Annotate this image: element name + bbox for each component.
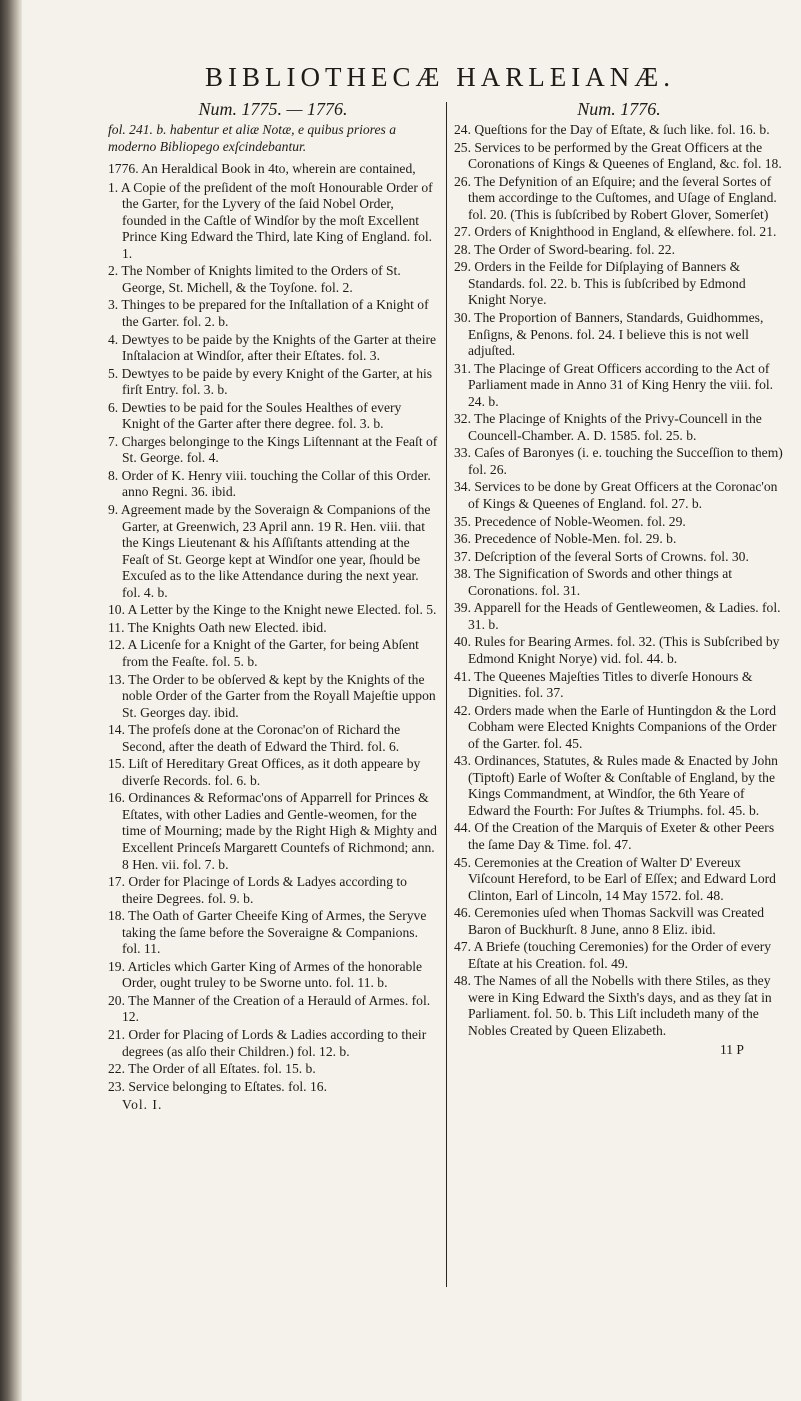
catalogue-entry: 12. A Licenſe for a Knight of the Garter, for being Abſent from the Feaſte. fol. 5. b. [108,637,419,669]
catalogue-entry: 43. Ordinances, Statutes, & Rules made & Enacted by John (Tiptoft) Earle of Woſter & Conſtable of England, by the Kings Commandment, at Windſor, the 6th Yeare of Edward the Fourth: For Juſtes & Triumphs. fol. 45. b. [454,753,778,818]
catalogue-entry: 1. A Copie of the preſident of the moſt Honourable Order of the Garter, for the Lyvery of the ſaid Nobel Order, founded in the Caſtle of Windſor by the moſt Excellent Prince King Edward the Third, late King of England. fol. 1. [108,179,433,261]
column-divider [446,102,447,1287]
catalogue-entry: 37. Deſcription of the ſeveral Sorts of Crowns. fol. 30. [454,548,749,564]
catalogue-entry: 11. The Knights Oath new Elected. ibid. [108,619,327,635]
catalogue-entry: 7. Charges belonginge to the Kings Liſtennant at the Feaſt of St. George. fol. 4. [108,433,438,466]
right-entries-list [454,122,784,1040]
catalogue-entry: 3. Thinges to be prepared for the Inſtallation of a Knight of the Garter. fol. 2. b. [108,297,429,330]
catalogue-entry: 47. A Briefe (touching Ceremonies) for the Order of every Eſtate at his Creation. fol. 49. [454,939,772,971]
catalogue-entry: 13. The Order to be obſerved & kept by the Knights of the noble Order of the Garter from the Royall Majeſtie uppon St. Georges day. ibid. [108,671,436,720]
catalogue-entry: 16. Ordinances & Reformac'ons of Apparrell for Princes & Eſtates, with other Ladies and Gentle-weomen, for the time of Mourning; made by the Right High & Mighty and Excellent Princeſs Margarett Countefs of Richmond; ann. 8 Hen. vii. fol. 7. b. [108,790,437,872]
left-column-heading: Num. 1775. — 1776. [198,99,348,119]
left-column [108,98,438,1114]
catalogue-entry: 28. The Order of Sword-bearing. fol. 22. [454,241,675,257]
catalogue-entry: 34. Services to be done by Great Officers at the Coronac'on of Kings & Queenes of England. fol. 27. b. [454,479,778,512]
catalogue-entry: 19. Articles which Garter King of Armes of the honorable Order, ought truley to be Sworne unto. fol. 11. b. [108,958,423,991]
catalogue-entry: 45. Ceremonies at the Creation of Walter D' Evereux Viſcount Hereford, to be Earl of Eſſex; and Edward Lord Clinton, Earl of Lincoln, 14 May 1572. fol. 48. [454,854,776,903]
volume-label: Vol. I. [122,1097,163,1113]
catalogue-entry: 22. The Order of all Eſtates. fol. 15. b. [108,1061,316,1077]
running-head: BIBLIOTHECÆ HARLEIANÆ. [205,62,675,92]
catalogue-entry: 2. The Nomber of Knights limited to the Orders of St. George, St. Michell, & the Toyſone. fol. 2. [108,263,401,295]
catalogue-entry: 4. Dewtyes to be paide by the Knights of the Garter at theire Inſtalacion at Windſor, after their Eſtates. fol. 3. [108,331,437,364]
catalogue-entry: 38. The Signification of Swords and other things at Coronations. fol. 31. [454,566,733,598]
catalogue-entry: 39. Apparell for the Heads of Gentleweomen, & Ladies. fol. 31. b. [454,600,781,632]
catalogue-entry: 25. Services to be performed by the Great Officers at the Coronations of Kings & Queenes of England, &c. fol. 18. [454,139,782,172]
catalogue-entry: 15. Liſt of Hereditary Great Offices, as it doth appeare by diverſe Records. fol. 6. b. [108,756,421,788]
left-entries-list [108,161,438,1095]
catalogue-entry: 8. Order of K. Henry viii. touching the Collar of this Order. anno Regni. 36. ibid. [108,467,431,500]
catalogue-entry: 14. The profeſs done at the Coronac'on of Richard the Second, after the death of Edward the Third. fol. 6. [108,722,401,754]
catalogue-entry: 42. Orders made when the Earle of Huntingdon & the Lord Cobham were Elected Knights Companions of the Order of the Garter. fol. 45. [454,702,777,751]
catalogue-entry: 46. Ceremonies uſed when Thomas Sackvill was Created Baron of Buckhurſt. 8 June, anno 8 Eliz. ibid. [454,905,765,937]
catalogue-entry: 36. Precedence of Noble-Men. fol. 29. b. [454,531,677,547]
catalogue-entry: 5. Dewtyes to be paide by every Knight of the Garter, at his firſt Entry. fol. 3. b. [108,365,433,398]
catalogue-entry: 10. A Letter by the Kinge to the Knight newe Elected. fol. 5. [108,602,437,618]
catalogue-entry: 17. Order for Placinge of Lords & Ladyes according to theire Degrees. fol. 9. b. [108,874,407,906]
catalogue-entry: 32. The Placinge of Knights of the Privy-Councell in the Councell-Chamber. A. D. 1585. fol. 25. b. [454,411,762,443]
catalogue-entry: 6. Dewties to be paid for the Soules Healthes of every Knight of the Garter after there degree. fol. 3. b. [108,399,402,432]
catalogue-entry: 33. Caſes of Baronyes (i. e. touching the Succeſſion to them) fol. 26. [454,445,783,477]
signature-mark: 11 P [719,1041,744,1057]
catalogue-entry: 18. The Oath of Garter Cheeife King of Armes, the Seryve taking the ſame before the Soveraigne & Companions. fol. 11. [108,908,427,957]
right-column [454,98,784,1058]
catalogue-entry: 41. The Queenes Majeſties Titles to diverſe Honours & Dignities. fol. 37. [454,668,753,701]
left-column-intro: fol. 241. b. habentur et aliæ Notæ, e quibus priores a moderno Bibliopego exſcindebantur. [108,122,396,154]
catalogue-entry: 31. The Placinge of Great Officers according to the Act of Parliament made in Anno 31 of King Henry the viii. fol. 24. b. [454,360,774,409]
catalogue-entry: 20. The Manner of the Creation of a Herauld of Armes. fol. 12. [108,992,431,1025]
right-column-heading: Num. 1776. [577,99,661,119]
page-footer [108,1097,438,1114]
catalogue-entry: 29. Orders in the Feilde for Diſplaying of Banners & Standards. fol. 22. b. This is ſubſcribed by Edmond Knight Norye. [454,259,746,308]
catalogue-entry: 26. The Defynition of an Eſquire; and the ſeveral Sortes of them accordinge to the Cuſtomes, and Uſage of England. fol. 20. (This is ſubſcribed by Robert Glover, Somerſet) [454,173,777,222]
catalogue-entry: 24. Queſtions for the Day of Eſtate, & ſuch like. fol. 16. b. [454,122,770,137]
catalogue-entry: 21. Order for Placing of Lords & Ladies according to their degrees (as alſo their Children.) fol. 12. b. [108,1026,427,1059]
book-binding-edge [0,0,22,1401]
catalogue-entry: 1776. An Heraldical Book in 4to, wherein are contained, [108,161,416,177]
catalogue-entry: 35. Precedence of Noble-Weomen. fol. 29. [454,513,686,529]
catalogue-entry: 40. Rules for Bearing Armes. fol. 32. (This is Subſcribed by Edmond Knight Norye) vid. fol. 44. b. [454,634,780,666]
catalogue-entry: 44. Of the Creation of the Marquis of Exeter & other Peers the ſame Day & Time. fol. 47. [454,820,775,852]
catalogue-entry: 30. The Proportion of Banners, Standards, Guidhommes, Enſigns, & Penons. fol. 24. I believe this is not well adjuſted. [454,310,764,359]
catalogue-entry: 48. The Names of all the Nobells with there Stiles, as they were in King Edward the Sixth's days, and as they ſat in Parliament. fol. 50. b. This Liſt includeth many of the Nobles Created by Queen Elizabeth. [454,973,772,1038]
catalogue-entry: 27. Orders of Knighthood in England, & elſewhere. fol. 21. [454,224,777,240]
catalogue-entry: 9. Agreement made by the Soveraign & Companions of the Garter, at Greenwich, 23 April ann. 19 R. Hen. viii. that the Kings Lieutenant & his Aſſiſtants attending at the Feaſt of St. George kept at Windſor one year, ſhould be Excuſed as to the like Attendance during the next year. fol. 4. b. [108,502,431,600]
catalogue-entry: 23. Service belonging to Eſtates. fol. 16. [108,1078,327,1094]
